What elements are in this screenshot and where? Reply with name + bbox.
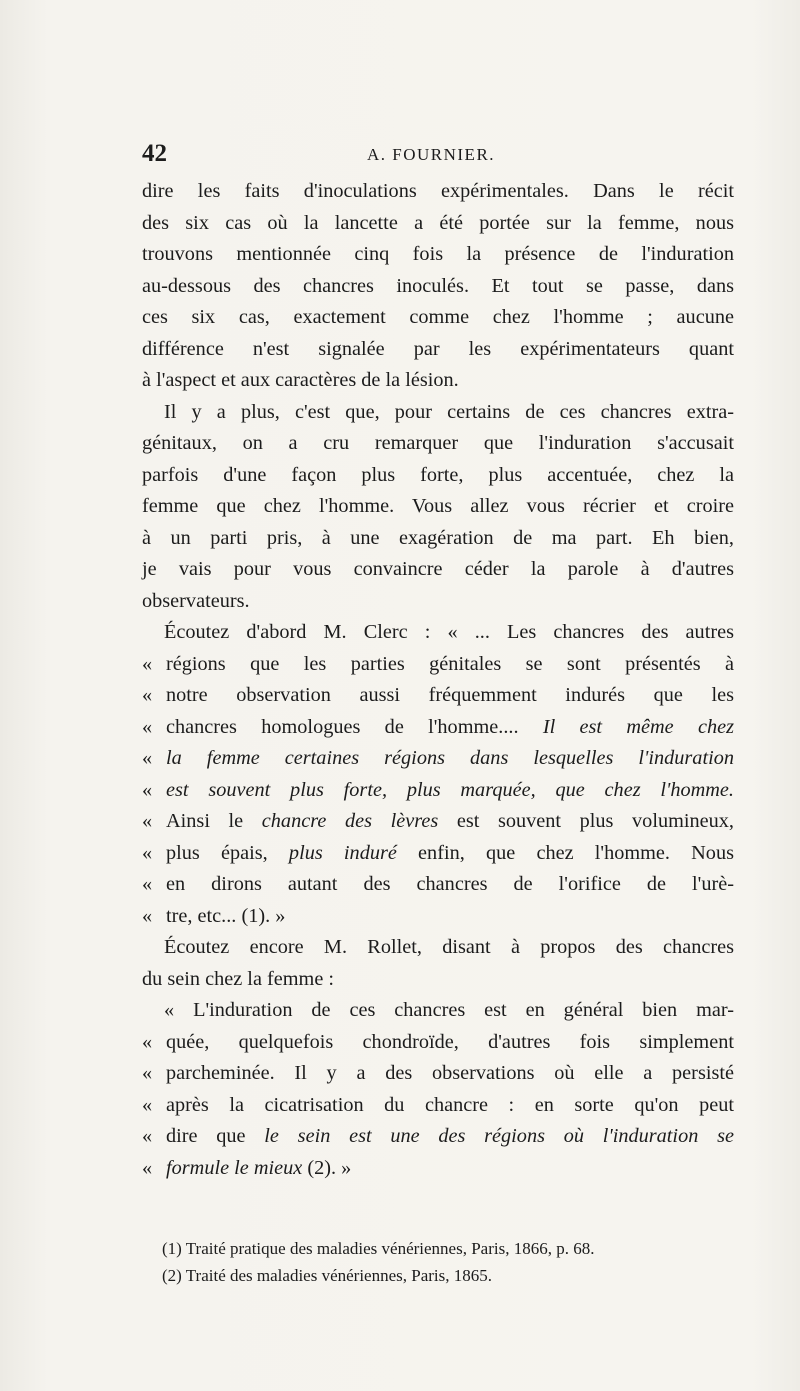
- quote-text: enfin, que chez l'homme. Nous: [396, 841, 734, 864]
- text-line: femme que chez l'homme. Vous allez vous récrier et croire: [142, 495, 734, 517]
- quote-line: [142, 712, 734, 744]
- quote-line: « après la cicatrisation du chancre : en sorte qu'on peut: [142, 1090, 734, 1122]
- footnotes: [162, 1235, 722, 1289]
- quote-text: chancres homologues de l'homme....: [166, 715, 543, 738]
- quote-line: [142, 806, 734, 838]
- quote-emphasis: Il est même chez: [542, 715, 734, 738]
- quote-text: Ainsi le: [166, 810, 262, 832]
- quote-text: (2). »: [302, 1156, 352, 1179]
- text-line: « L'induration de ces chancres est en général bien mar-: [164, 999, 734, 1021]
- text-line: à un parti pris, à une exagération de ma part. Eh bien,: [142, 526, 734, 549]
- text-line: parfois d'une façon plus forte, plus accentuée, chez la: [142, 463, 734, 486]
- quote-line: « tre, etc... (1). »: [142, 901, 734, 933]
- quote-line: « en dirons autant des chancres de l'orifice de l'urè-: [142, 869, 734, 901]
- text-line: Écoutez encore M. Rollet, disant à propos des chancres: [164, 936, 734, 958]
- page-number: 42: [142, 140, 167, 167]
- quote-line: « notre observation aussi fréquemment indurés que les: [142, 680, 734, 712]
- body-text: [142, 176, 734, 1184]
- quote-text: est souvent plus volumineux,: [438, 810, 735, 832]
- text-line: Écoutez d'abord M. Clerc : « ... Les chancres des autres: [164, 621, 734, 643]
- text-line: trouvons mentionnée cinq fois la présence de l'induration: [142, 243, 734, 265]
- text-line: à l'aspect et aux caractères de la lésion.: [142, 369, 459, 391]
- text-line: je vais pour vous convaincre céder la parole à d'autres: [142, 558, 734, 580]
- quote-line: « quée, quelquefois chondroïde, d'autres fois simplement: [142, 1027, 734, 1059]
- footnote-1: (1) Traité pratique des maladies vénériennes, Paris, 1866, p. 68.: [162, 1239, 595, 1258]
- quote-line: « parcheminée. Il y a des observations où elle a persisté: [142, 1058, 734, 1090]
- quote-line: [142, 775, 734, 807]
- quote-emphasis: est souvent plus forte, plus marquée, que chez l'homme.: [166, 778, 734, 801]
- running-head: A. FOURNIER.: [367, 145, 496, 164]
- quote-text: plus épais,: [166, 841, 289, 864]
- footnote-2: (2) Traité des maladies vénériennes, Paris, 1865.: [162, 1266, 493, 1285]
- quote-emphasis: plus induré: [288, 841, 397, 864]
- quote-line: « régions que les parties génitales se sont présentés à: [142, 649, 734, 681]
- text-line: observateurs.: [142, 589, 250, 612]
- quote-line: [142, 1153, 734, 1185]
- quote-line: [142, 1121, 734, 1153]
- quote-emphasis: le sein est une des régions où l'induration se: [264, 1125, 734, 1147]
- quote-line: [142, 743, 734, 775]
- page-header: [142, 140, 734, 170]
- quote-line: [142, 838, 734, 870]
- quote-emphasis: chancre des lèvres: [261, 810, 439, 832]
- quote-text: dire que: [166, 1125, 265, 1147]
- text-line: ces six cas, exactement comme chez l'homme ; aucune: [142, 306, 734, 328]
- text-line: dire les faits d'inoculations expérimentales. Dans le récit: [142, 180, 734, 202]
- text-line: différence n'est signalée par les expérimentateurs quant: [142, 337, 734, 360]
- text-line: des six cas où la lancette a été portée sur la femme, nous: [142, 211, 734, 234]
- text-line: Il y a plus, c'est que, pour certains de ces chancres extra-: [164, 400, 734, 423]
- text-line: du sein chez la femme :: [142, 967, 335, 990]
- text-line: génitaux, on a cru remarquer que l'induration s'accusait: [142, 432, 734, 454]
- quote-emphasis: formule le mieux: [166, 1156, 303, 1179]
- text-line: au-dessous des chancres inoculés. Et tout se passe, dans: [142, 274, 734, 297]
- quote-emphasis: la femme certaines régions dans lesquelles l'induration: [166, 747, 734, 769]
